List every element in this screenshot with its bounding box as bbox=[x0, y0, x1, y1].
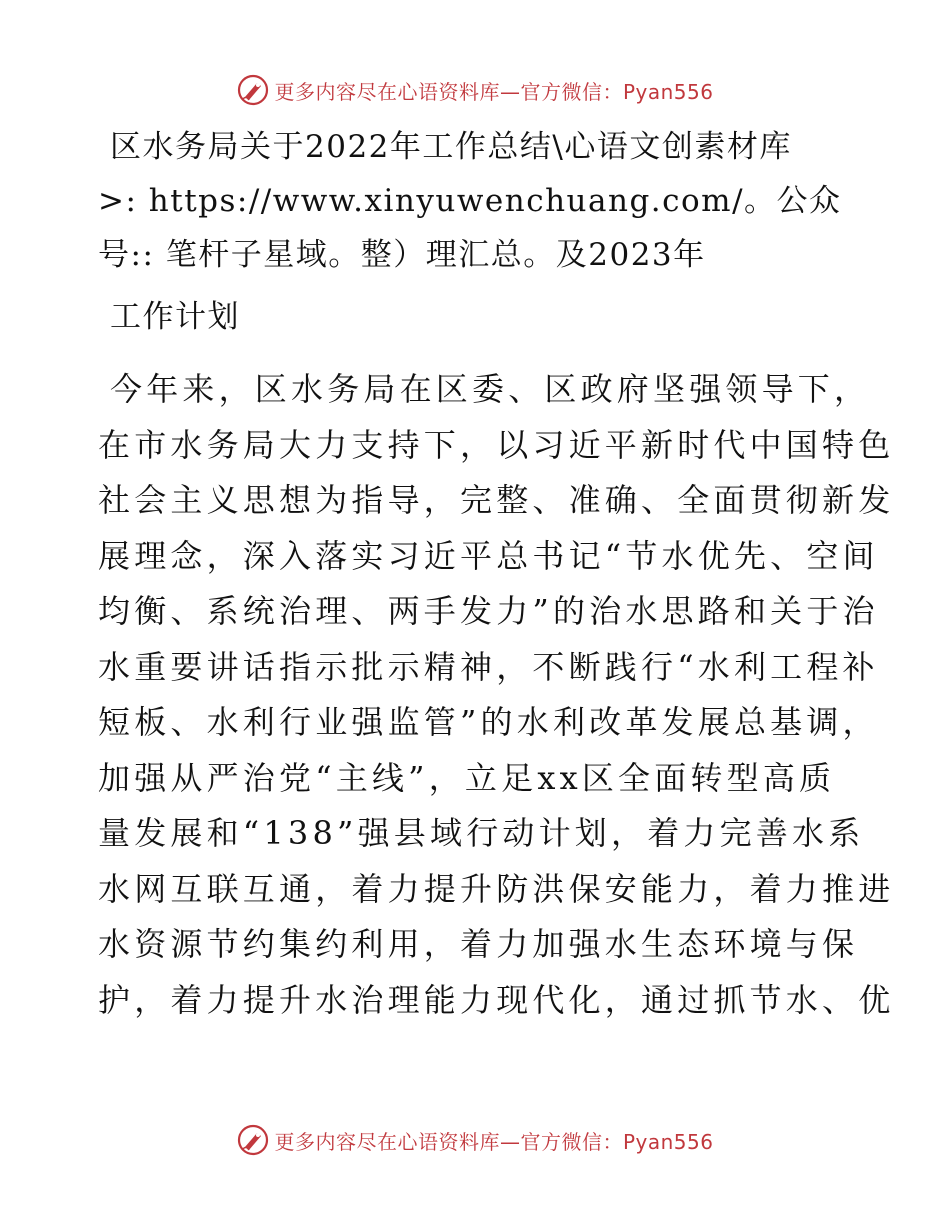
paragraph-line: 在市水务局大力支持下，以习近平新时代中国特色 bbox=[98, 425, 895, 464]
paragraph-line: 社会主义思想为指导，完整、准确、全面贯彻新发 bbox=[98, 481, 895, 519]
header-banner bbox=[0, 70, 950, 110]
paragraph-line: 水重要讲话指示批示精神，不断践行“水利工程补 bbox=[98, 647, 879, 686]
paragraph-line: 今年来，区水务局在区委、区政府坚强领导下， bbox=[110, 370, 871, 408]
footer-banner bbox=[0, 1120, 950, 1160]
paragraph-line: 水资源节约集约利用，着力加强水生态环境与保 bbox=[98, 925, 859, 963]
paragraph-line: 护，着力提升水治理能力现代化，通过抓节水、优 bbox=[98, 980, 895, 1019]
header-banner-text: 更多内容尽在心语资料库—官方微信：Pyan556 bbox=[274, 79, 714, 104]
pen-nib-logo-icon bbox=[236, 73, 270, 107]
document-body bbox=[98, 120, 895, 1028]
paragraph-line: 加强从严治党“主线”，立足xx区全面转型高质 bbox=[98, 758, 836, 797]
title-line-3: 号:: 笔杆子星域。整）理汇总。及2023年 bbox=[98, 237, 706, 273]
paragraph-line: 展理念，深入落实习近平总书记“节水优先、空间 bbox=[98, 536, 879, 575]
paragraph-line: 短板、水利行业强监管”的水利改革发展总基调， bbox=[98, 703, 879, 741]
title-line-2: >: https://www.xinyuwenchuang.com/。公众 bbox=[98, 183, 842, 219]
subtitle: 工作计划 bbox=[110, 299, 240, 335]
title-line-1: 区水务局关于2022年工作总结\心语文创素材库 bbox=[110, 129, 792, 165]
footer-banner-text: 更多内容尽在心语资料库—官方微信：Pyan556 bbox=[274, 1129, 714, 1154]
paragraph-line: 水网互联互通，着力提升防洪保安能力，着力推进 bbox=[98, 869, 895, 908]
pen-nib-logo-icon bbox=[236, 1123, 270, 1157]
paragraph-line: 量发展和“138”强县域行动计划，着力完善水系 bbox=[98, 814, 865, 852]
paragraph bbox=[98, 362, 895, 1028]
paragraph-line: 均衡、系统治理、两手发力”的治水思路和关于治 bbox=[98, 592, 879, 630]
